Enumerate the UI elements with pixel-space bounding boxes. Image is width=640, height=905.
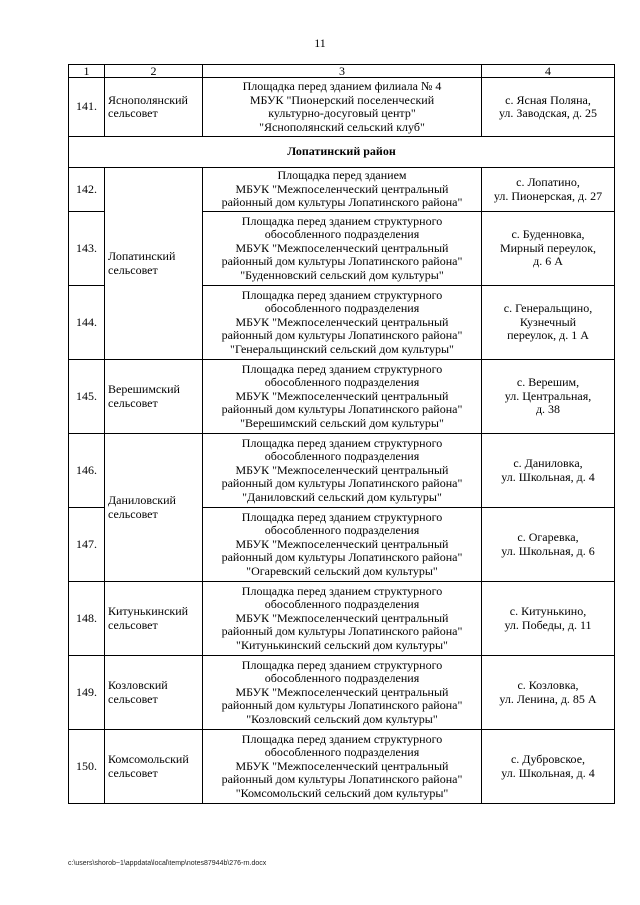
venue-line: обособленного подразделения <box>264 449 420 464</box>
venue-line: районный дом культуры Лопатинского района" <box>221 328 463 343</box>
venue-line: обособленного подразделения <box>264 597 420 612</box>
address-cell <box>482 78 615 137</box>
address-line: с. Китунькино, <box>509 604 587 618</box>
venue-line: Площадка перед зданием структурного <box>241 213 443 228</box>
address-cell <box>482 434 615 508</box>
venue-line: МБУК "Межпоселенческий центральный <box>235 536 449 551</box>
venue-line: районный дом культуры Лопатинского района" <box>221 550 463 565</box>
venue-line: "Даниловский сельский дом культуры" <box>242 489 442 504</box>
row-number: 144. <box>69 286 105 360</box>
address-line: Мирный переулок, <box>499 240 597 255</box>
row-number: 149. <box>69 656 105 730</box>
venue-line: районный дом культуры Лопатинского района" <box>221 195 463 210</box>
council-cell <box>105 656 203 730</box>
table-row <box>69 360 615 434</box>
venue-line: районный дом культуры Лопатинского района" <box>221 476 463 491</box>
address-cell <box>482 360 615 434</box>
venue-line: обособленного подразделения <box>264 227 420 242</box>
council-line: Комсомольский <box>108 752 189 766</box>
venue-line: Площадка перед зданием структурного <box>241 287 443 302</box>
venue-line: районный дом культуры Лопатинского района" <box>221 698 463 713</box>
venue-cell <box>203 582 482 656</box>
address-line: ул. Школьная, д. 6 <box>501 543 595 558</box>
header-row <box>69 65 615 78</box>
page-number: 11 <box>314 36 326 50</box>
row-number: 143. <box>69 212 105 286</box>
venue-line: "Буденновский сельский дом культуры" <box>240 267 444 282</box>
council-line: Козловский <box>108 678 168 692</box>
venue-line: обособленного подразделения <box>264 523 420 538</box>
row-number: 148. <box>69 582 105 656</box>
venue-line: районный дом культуры Лопатинского района" <box>221 772 463 787</box>
address-line: ул. Победы, д. 11 <box>504 617 592 632</box>
venue-cell <box>203 168 482 212</box>
venue-line: Площадка перед зданием филиала № 4 <box>242 79 442 93</box>
address-line: Кузнечный <box>519 314 577 329</box>
venue-line: МБУК "Межпоселенческий центральный <box>235 462 449 477</box>
row-number: 145. <box>69 360 105 434</box>
address-line: с. Козловка, <box>517 678 579 692</box>
address-line: с. Верешим, <box>516 375 580 390</box>
venue-cell <box>203 286 482 360</box>
venue-line: Площадка перед зданием структурного <box>241 657 443 672</box>
venue-line: обособленного подразделения <box>264 671 420 686</box>
address-cell <box>482 730 615 804</box>
council-line: сельсовет <box>108 106 158 120</box>
address-line: с. Дубровское, <box>510 752 586 766</box>
council-cell <box>105 434 203 582</box>
table-row <box>69 168 615 212</box>
venue-line: "Огаревский сельский дом культуры" <box>246 563 438 578</box>
address-line: с. Лопатино, <box>516 175 580 189</box>
venue-line: Площадка перед зданием <box>277 168 407 183</box>
district-title: Лопатинский район <box>69 137 615 168</box>
council-cell <box>105 360 203 434</box>
venue-line: Площадка перед зданием структурного <box>241 583 443 598</box>
row-number: 146. <box>69 434 105 508</box>
venue-line: Площадка перед зданием структурного <box>241 435 443 450</box>
header-cell: 2 <box>105 65 203 78</box>
council-line: сельсовет <box>108 691 158 706</box>
venue-line: Площадка перед зданием структурного <box>241 731 443 746</box>
address-cell <box>482 168 615 212</box>
address-cell <box>482 508 615 582</box>
venue-line: районный дом культуры Лопатинского района" <box>221 254 463 269</box>
address-line: д. 6 А <box>533 254 563 269</box>
venue-cell <box>203 508 482 582</box>
venue-cell <box>203 78 482 137</box>
header-cell: 4 <box>482 65 615 78</box>
venue-cell <box>203 730 482 804</box>
row-number: 141. <box>69 78 105 137</box>
venue-line: "Китунькинский сельский дом культуры" <box>236 637 448 652</box>
venue-line: МБУК "Межпоселенческий центральный <box>235 181 449 196</box>
venue-line: районный дом культуры Лопатинского района" <box>221 402 463 417</box>
address-line: переулок, д. 1 А <box>507 328 589 343</box>
venue-line: Площадка перед зданием структурного <box>241 361 443 376</box>
address-cell <box>482 582 615 656</box>
row-number: 142. <box>69 168 105 212</box>
council-cell <box>105 168 203 360</box>
row-number: 147. <box>69 508 105 582</box>
council-line: Лопатинский <box>108 249 176 263</box>
council-cell <box>105 78 203 137</box>
council-line: Китунькинский <box>108 604 189 618</box>
venue-line: "Козловский сельский дом культуры" <box>246 711 438 726</box>
council-line: сельсовет <box>108 395 158 410</box>
address-line: с. Огаревка, <box>517 530 579 544</box>
venue-line: МБУК "Межпоселенческий центральный <box>235 388 449 403</box>
venue-line: районный дом культуры Лопатинского района" <box>221 624 463 639</box>
venue-line: "Верешимский сельский дом культуры" <box>240 415 444 430</box>
address-line: д. 38 <box>535 402 561 417</box>
header-cell: 1 <box>69 65 105 78</box>
address-cell <box>482 212 615 286</box>
venue-line: МБУК "Межпоселенческий центральный <box>235 240 449 255</box>
council-cell <box>105 730 203 804</box>
address-line: ул. Центральная, <box>504 388 592 403</box>
council-line: Яснополянский <box>108 92 188 107</box>
address-cell <box>482 286 615 360</box>
venue-line: МБУК "Межпоселенческий центральный <box>235 314 449 329</box>
venue-line: МБУК "Межпоселенческий центральный <box>235 684 449 699</box>
address-line: ул. Школьная, д. 4 <box>501 765 595 780</box>
venue-line: "Яснополянский сельский клуб" <box>259 119 425 134</box>
venue-line: МБУК "Межпоселенческий центральный <box>235 610 449 625</box>
address-line: ул. Пионерская, д. 27 <box>493 188 603 203</box>
address-line: с. Даниловка, <box>513 456 583 470</box>
address-line: с. Генеральщино, <box>503 301 593 316</box>
venue-line: "Комсомольский сельский дом культуры" <box>235 785 449 800</box>
venue-line: Площадка перед зданием структурного <box>241 509 443 524</box>
address-line: ул. Заводская, д. 25 <box>498 106 598 120</box>
venue-line: обособленного подразделения <box>264 375 420 390</box>
venue-line: "Генеральщинский сельский дом культуры" <box>230 341 454 356</box>
council-line: сельсовет <box>108 262 158 277</box>
venue-cell <box>203 360 482 434</box>
council-cell <box>105 582 203 656</box>
footer-file-path: c:\users\shorob~1\appdata\local\temp\notes87944b\276-rn.docx <box>68 860 267 867</box>
address-cell <box>482 656 615 730</box>
venue-line: обособленного подразделения <box>264 745 420 760</box>
venue-cell <box>203 434 482 508</box>
venue-cell <box>203 656 482 730</box>
table-row <box>69 78 615 137</box>
council-line: сельсовет <box>108 506 158 521</box>
table-row <box>69 582 615 656</box>
venue-line: МБУК "Пионерский поселенческий <box>249 92 435 107</box>
table-row <box>69 656 615 730</box>
address-line: с. Ясная Поляна, <box>505 92 591 107</box>
venue-cell <box>203 212 482 286</box>
table-row <box>69 730 615 804</box>
council-line: сельсовет <box>108 765 158 780</box>
council-line: Верешимский <box>108 382 180 396</box>
council-line: сельсовет <box>108 617 158 632</box>
header-cell: 3 <box>203 65 482 78</box>
row-number: 150. <box>69 730 105 804</box>
address-line: ул. Школьная, д. 4 <box>501 469 595 484</box>
venue-line: обособленного подразделения <box>264 301 420 316</box>
venue-line: культурно-досуговый центр" <box>268 106 416 120</box>
address-line: с. Буденновка, <box>511 227 585 242</box>
address-line: ул. Ленина, д. 85 А <box>499 691 597 706</box>
table-row <box>69 434 615 508</box>
venues-table <box>68 64 615 804</box>
district-row <box>69 137 615 168</box>
venue-line: МБУК "Межпоселенческий центральный <box>235 758 449 773</box>
council-line: Даниловский <box>108 493 176 507</box>
